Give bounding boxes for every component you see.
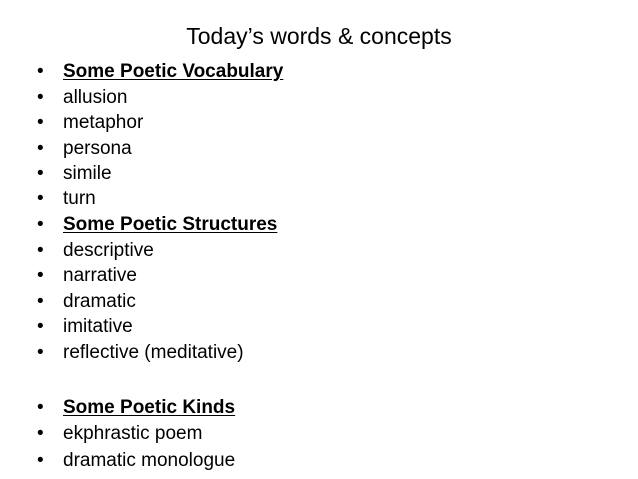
list-item-text: reflective (meditative) — [63, 342, 244, 363]
slide-title: Today’s words & concepts — [186, 23, 452, 49]
bullet-icon: • — [37, 342, 44, 363]
list-item-text: persona — [63, 138, 132, 159]
bullet-icon: • — [37, 316, 44, 337]
list-item-text: narrative — [63, 265, 137, 286]
list-item-text: dramatic monologue — [63, 450, 236, 471]
section-heading: Some Poetic Kinds — [63, 397, 236, 418]
bullet-icon: • — [37, 112, 44, 133]
section-heading: Some Poetic Structures — [63, 214, 278, 235]
bullet-icon: • — [37, 291, 44, 312]
bullet-icon: • — [37, 188, 44, 209]
list-item-text: allusion — [63, 87, 128, 108]
bullet-icon: • — [37, 163, 44, 184]
list-item-text: descriptive — [63, 240, 154, 261]
bullet-icon: • — [37, 450, 44, 471]
bullet-icon: • — [37, 87, 44, 108]
bullet-icon: • — [37, 214, 44, 235]
bullet-icon: • — [37, 61, 44, 82]
bullet-icon: • — [37, 138, 44, 159]
list-item-text: turn — [63, 188, 96, 209]
list-item-text: metaphor — [63, 112, 144, 133]
bullet-icon: • — [37, 240, 44, 261]
bullet-icon: • — [37, 265, 44, 286]
bullet-icon: • — [37, 397, 44, 418]
list-item-text: ekphrastic poem — [63, 423, 203, 444]
list-item-text: imitative — [63, 316, 133, 337]
bullet-icon: • — [37, 423, 44, 444]
section-heading: Some Poetic Vocabulary — [63, 61, 284, 82]
list-item-text: simile — [63, 163, 112, 184]
list-item-text: dramatic — [63, 291, 136, 312]
